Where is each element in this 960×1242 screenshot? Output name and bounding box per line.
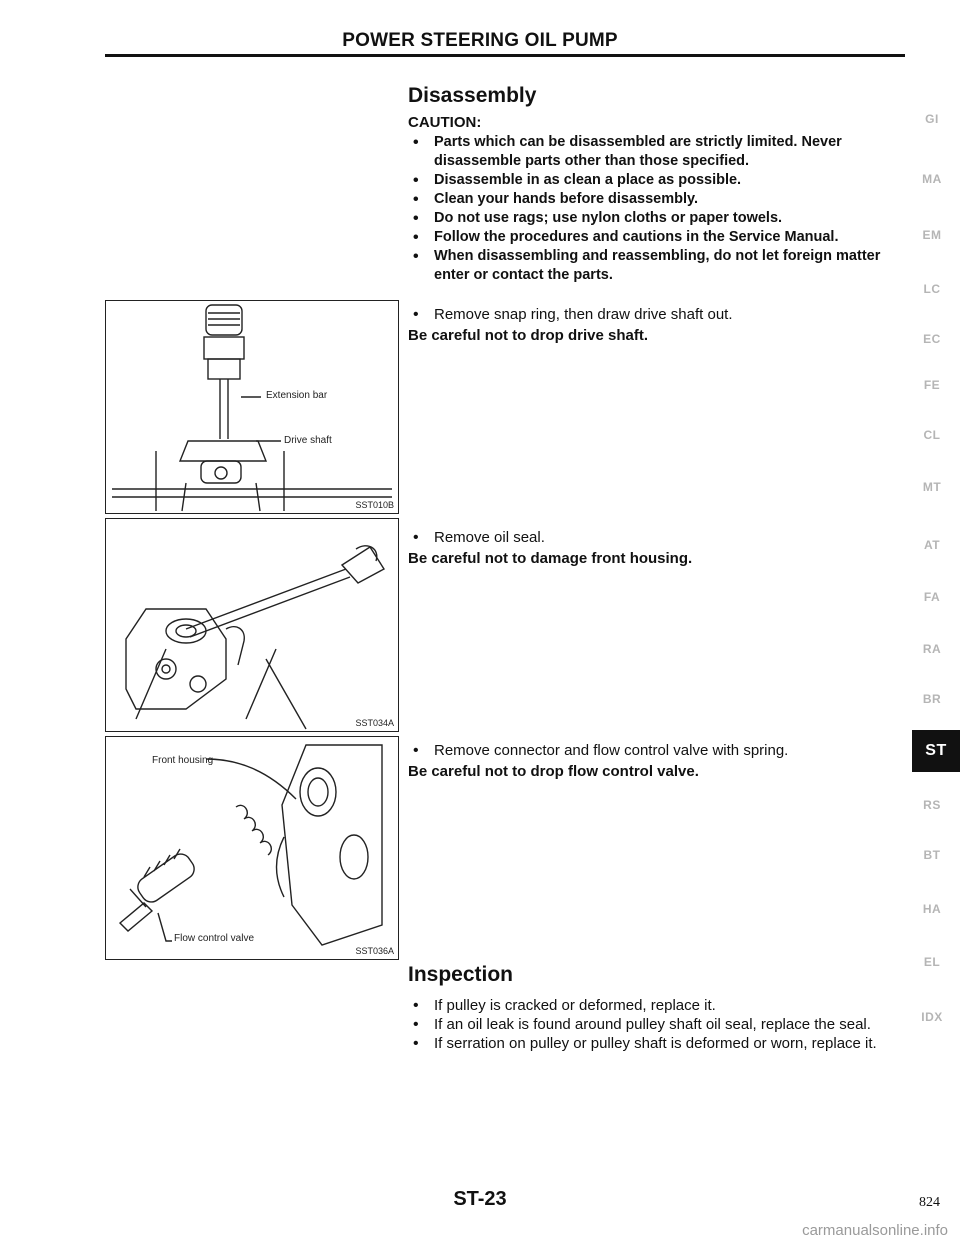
figure-label: Drive shaft [284, 435, 332, 446]
side-tab-ma[interactable]: MA [922, 172, 942, 186]
absolute-page-number: 824 [919, 1195, 940, 1210]
side-tab-br[interactable]: BR [922, 692, 942, 706]
step-list [408, 741, 908, 760]
page-header-title: POWER STEERING OIL PUMP [342, 30, 618, 51]
caution-list [408, 133, 908, 285]
flow-control-valve-illustration [106, 737, 398, 959]
figure-code: SST010B [355, 500, 394, 510]
figure-code: SST034A [355, 718, 394, 728]
page-number: ST-23 [453, 1188, 507, 1210]
figure-drive-shaft [105, 300, 399, 514]
drive-shaft-illustration [106, 301, 398, 513]
figure-label: Extension bar [266, 390, 328, 401]
step-text: • Remove snap ring, then draw drive shaft out. [408, 305, 908, 324]
oil-seal-illustration [106, 519, 398, 731]
step-note: Be careful not to drop flow control valve. [408, 763, 699, 780]
step-list [408, 305, 908, 324]
figure-flow-control-valve [105, 736, 399, 960]
inspection-item: • If serration on pulley or pulley shaft is deformed or worn, replace it. [408, 1034, 908, 1053]
figure-label: Front housing [152, 755, 214, 766]
side-tab-bt[interactable]: BT [923, 848, 941, 862]
header-rule [105, 54, 905, 57]
inspection-heading: Inspection [408, 963, 514, 986]
figure-oil-seal [105, 518, 399, 732]
step-note: Be careful not to drop drive shaft. [408, 327, 649, 344]
side-tab-fa[interactable]: FA [923, 590, 941, 604]
watermark: carmanualsonline.info [802, 1222, 948, 1239]
caution-label: CAUTION: [408, 114, 482, 131]
side-tab-cl[interactable]: CL [923, 428, 941, 442]
figure-code: SST036A [355, 946, 394, 956]
side-tab-ra[interactable]: RA [922, 642, 942, 656]
caution-item: • Follow the procedures and cautions in the Service Manual. [408, 228, 908, 247]
caution-item: • Do not use rags; use nylon cloths or paper towels. [408, 209, 908, 228]
side-tab-gi[interactable]: GI [925, 112, 939, 126]
side-tab-idx[interactable]: IDX [921, 1010, 943, 1024]
side-tab-st-active[interactable]: ST [912, 730, 960, 772]
side-tab-at[interactable]: AT [923, 538, 941, 552]
step-list [408, 528, 908, 547]
side-tab-lc[interactable]: LC [923, 282, 941, 296]
caution-item: • Parts which can be disassembled are strictly limited. Never disassemble parts other than those specified. [408, 133, 908, 171]
caution-item: • Clean your hands before disassembly. [408, 190, 908, 209]
step-text: • Remove oil seal. [408, 528, 908, 547]
step-text: • Remove connector and flow control valve with spring. [408, 741, 908, 760]
side-tab-ha[interactable]: HA [922, 902, 942, 916]
side-tab-mt[interactable]: MT [922, 480, 942, 494]
inspection-item: • If pulley is cracked or deformed, replace it. [408, 996, 908, 1015]
inspection-item: • If an oil leak is found around pulley shaft oil seal, replace the seal. [408, 1015, 908, 1034]
caution-item: • Disassemble in as clean a place as possible. [408, 171, 908, 190]
disassembly-heading: Disassembly [408, 84, 537, 107]
side-tab-em[interactable]: EM [922, 228, 942, 242]
figure-label: Flow control valve [174, 933, 255, 944]
side-tab-ec[interactable]: EC [923, 332, 941, 346]
side-tab-el[interactable]: EL [923, 955, 941, 969]
caution-item: • When disassembling and reassembling, do not let foreign matter enter or contact the parts. [408, 247, 908, 285]
side-tab-rs[interactable]: RS [923, 798, 941, 812]
side-tab-fe[interactable]: FE [923, 378, 941, 392]
inspection-list [408, 996, 908, 1053]
step-note: Be careful not to damage front housing. [408, 550, 693, 567]
